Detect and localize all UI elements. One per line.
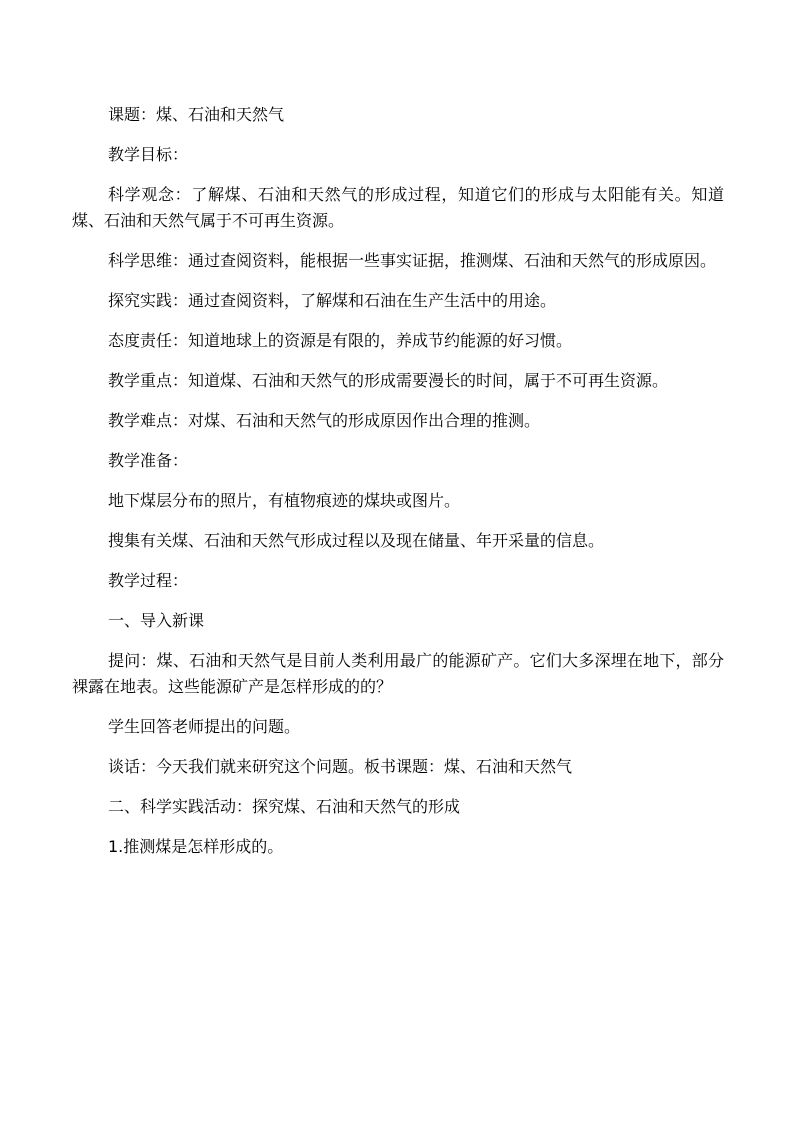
process-step-activity: 二、科学实践活动：探究煤、石油和天然气的形成 [108, 797, 461, 816]
objective-practice: 探究实践：通过查阅资料，了解煤和石油在生产生活中的用途。 [108, 291, 557, 310]
process-talk: 谈话：今天我们就来研究这个问题。板书课题：煤、石油和天然气 [108, 757, 573, 776]
objective-attitude: 态度责任：知道地球上的资源是有限的，养成节约能源的好习惯。 [108, 331, 573, 350]
objective-thinking: 科学思维：通过查阅资料，能根据一些事实证据，推测煤、石油和天然气的形成原因。 [108, 251, 717, 270]
document-body [72, 102, 724, 874]
preparation-item-photos: 地下煤层分布的照片，有植物痕迹的煤块或图片。 [108, 491, 461, 510]
teaching-key-point: 教学重点：知道煤、石油和天然气的形成需要漫长的时间，属于不可再生资源。 [108, 371, 669, 390]
lesson-title: 课题：煤、石油和天然气 [108, 105, 285, 124]
teaching-difficulty: 教学难点：对煤、石油和天然气的形成原因作出合理的推测。 [108, 411, 541, 430]
section-heading-objectives: 教学目标： [108, 145, 189, 164]
section-heading-process: 教学过程： [108, 571, 189, 590]
process-question: 提问：煤、石油和天然气是目前人类利用最广的能源矿产。它们大多深埋在地下，部分裸露在地表。这些能源矿产是怎样形成的的？ [72, 651, 724, 696]
objective-concept: 科学观念：了解煤、石油和天然气的形成过程，知道它们的形成与太阳能有关。知道煤、石油和天然气属于不可再生资源。 [72, 185, 724, 230]
process-student-answer: 学生回答老师提出的问题。 [108, 717, 301, 736]
process-substep-coal: 1.推测煤是怎样形成的。 [108, 837, 284, 856]
section-heading-preparation: 教学准备： [108, 451, 189, 470]
process-step-intro: 一、导入新课 [108, 611, 205, 630]
preparation-item-info: 搜集有关煤、石油和天然气形成过程以及现在储量、年开采量的信息。 [108, 531, 605, 550]
